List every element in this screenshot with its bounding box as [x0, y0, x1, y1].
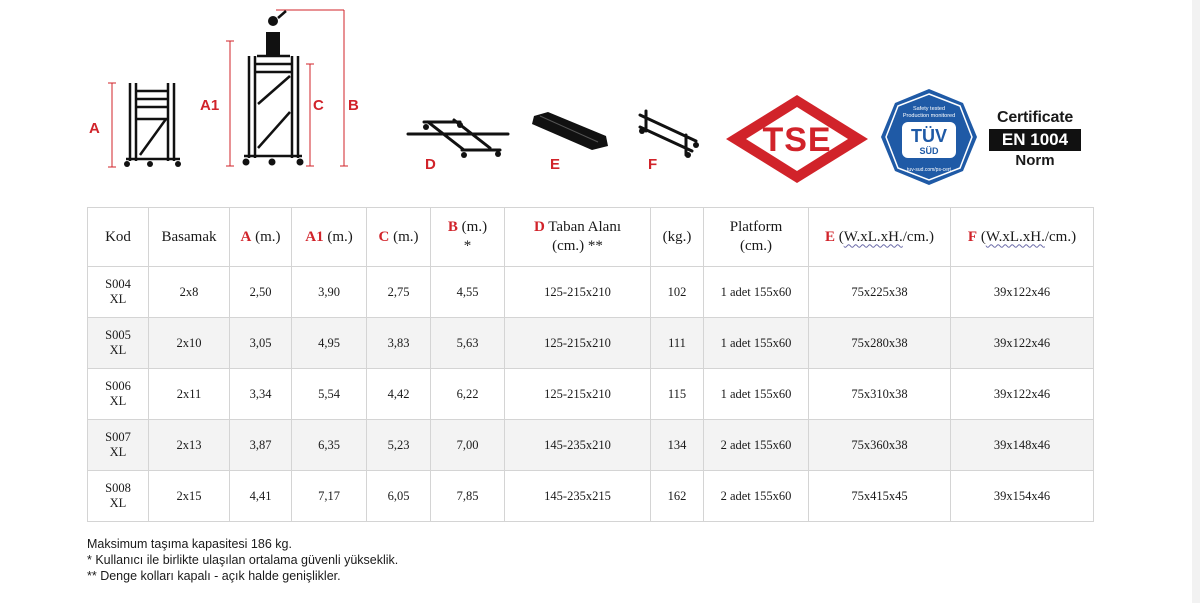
- cell-basamak: 2x10: [149, 318, 230, 369]
- cell-b: 5,63: [431, 318, 505, 369]
- scaffold-tall-diagram: [222, 8, 362, 173]
- cell-b: 7,00: [431, 420, 505, 471]
- dimension-a1-label: A1: [200, 97, 220, 114]
- cell-e: 75x225x38: [809, 267, 951, 318]
- cell-c: 2,75: [367, 267, 431, 318]
- cell-a: 4,41: [230, 471, 292, 522]
- cell-kod: S007 XL: [88, 420, 149, 471]
- cell-f: 39x154x46: [951, 471, 1094, 522]
- table-row: [88, 471, 1094, 522]
- cell-f: 39x122x46: [951, 369, 1094, 420]
- svg-text:Production monitored: Production monitored: [902, 113, 956, 119]
- cell-platform: 2 adet 155x60: [704, 471, 809, 522]
- tuv-sud-badge: [880, 88, 978, 186]
- cell-a: 3,87: [230, 420, 292, 471]
- cell-d: 145-235x210: [505, 420, 651, 471]
- cell-kod: S006 XL: [88, 369, 149, 420]
- tse-logo: [722, 92, 872, 186]
- figure-e-label: E: [550, 156, 561, 173]
- cell-d: 125-215x210: [505, 267, 651, 318]
- figure-f-label: F: [648, 156, 658, 173]
- cell-c: 5,23: [367, 420, 431, 471]
- dimension-c-label: C: [313, 97, 324, 114]
- svg-text:TÜV: TÜV: [911, 126, 947, 146]
- header-d: D Taban Alanı (cm.) **: [505, 208, 651, 267]
- cell-a1: 5,54: [292, 369, 367, 420]
- header-platform: Platform (cm.): [704, 208, 809, 267]
- note-width: ** Denge kolları kapalı - açık halde genişlikler.: [87, 569, 341, 583]
- cell-b: 6,22: [431, 369, 505, 420]
- header-f: F (W.xL.xH./cm.): [951, 208, 1094, 267]
- cell-a1: 4,95: [292, 318, 367, 369]
- cell-kod: S004 XL: [88, 267, 149, 318]
- cell-basamak: 2x13: [149, 420, 230, 471]
- cell-kg: 162: [651, 471, 704, 522]
- cell-b: 7,85: [431, 471, 505, 522]
- cell-e: 75x280x38: [809, 318, 951, 369]
- cell-kod: S008 XL: [88, 471, 149, 522]
- cell-f: 39x122x46: [951, 318, 1094, 369]
- cell-a1: 3,90: [292, 267, 367, 318]
- header-a: A (m.): [230, 208, 292, 267]
- cell-basamak: 2x15: [149, 471, 230, 522]
- table-header-row: [88, 208, 1094, 267]
- cell-d: 125-215x210: [505, 318, 651, 369]
- header-b: B (m.) *: [431, 208, 505, 267]
- cell-platform: 2 adet 155x60: [704, 420, 809, 471]
- cell-c: 3,83: [367, 318, 431, 369]
- cell-kg: 102: [651, 267, 704, 318]
- table-row: [88, 267, 1094, 318]
- header-kg: (kg.): [651, 208, 704, 267]
- table-row: [88, 420, 1094, 471]
- cell-kod: S005 XL: [88, 318, 149, 369]
- tse-logo-text: TSE: [762, 121, 832, 159]
- note-height: * Kullanıcı ile birlikte ulaşılan ortalama güvenli yükseklik.: [87, 553, 399, 567]
- header-c: C (m.): [367, 208, 431, 267]
- cell-f: 39x122x46: [951, 267, 1094, 318]
- cell-e: 75x310x38: [809, 369, 951, 420]
- header-a1: A1 (m.): [292, 208, 367, 267]
- svg-text:Safety tested: Safety tested: [912, 106, 946, 112]
- certificate-title: Certificate: [996, 109, 1074, 126]
- spec-table: [87, 207, 1094, 522]
- cell-d: 145-235x215: [505, 471, 651, 522]
- header-kod: Kod: [88, 208, 149, 267]
- cell-c: 4,42: [367, 369, 431, 420]
- table-row: [88, 369, 1094, 420]
- cell-kg: 115: [651, 369, 704, 420]
- cell-platform: 1 adet 155x60: [704, 369, 809, 420]
- cell-c: 6,05: [367, 471, 431, 522]
- cell-a: 2,50: [230, 267, 292, 318]
- cell-basamak: 2x8: [149, 267, 230, 318]
- dimension-a-label: A: [89, 120, 100, 137]
- svg-text:tuv-sud.com/ps-cert: tuv-sud.com/ps-cert: [907, 167, 951, 173]
- cell-kg: 111: [651, 318, 704, 369]
- cell-basamak: 2x11: [149, 369, 230, 420]
- base-frame-d-diagram: [404, 110, 514, 160]
- svg-text:SÜD: SÜD: [919, 146, 939, 156]
- cell-platform: 1 adet 155x60: [704, 267, 809, 318]
- dimension-b-label: B: [348, 97, 359, 114]
- note-capacity: Maksimum taşıma kapasitesi 186 kg.: [87, 537, 292, 551]
- table-row: [88, 318, 1094, 369]
- cell-e: 75x360x38: [809, 420, 951, 471]
- cell-f: 39x148x46: [951, 420, 1094, 471]
- cell-d: 125-215x210: [505, 369, 651, 420]
- platform-e-diagram: [528, 110, 612, 152]
- header-basamak: Basamak: [149, 208, 230, 267]
- cell-kg: 134: [651, 420, 704, 471]
- cell-a: 3,05: [230, 318, 292, 369]
- cell-a: 3,34: [230, 369, 292, 420]
- cell-a1: 6,35: [292, 420, 367, 471]
- certificate-norm: Norm: [1015, 152, 1055, 169]
- cell-e: 75x415x45: [809, 471, 951, 522]
- page-edge-strip: [1192, 0, 1200, 603]
- certificate-badge: [989, 109, 1081, 169]
- scaffold-small-diagram: [100, 75, 190, 175]
- cell-a1: 7,17: [292, 471, 367, 522]
- cell-platform: 1 adet 155x60: [704, 318, 809, 369]
- certificate-standard: EN 1004: [989, 129, 1081, 151]
- footnotes: [87, 536, 398, 584]
- header-e: E (W.xL.xH./cm.): [809, 208, 951, 267]
- figure-d-label: D: [425, 156, 436, 173]
- frame-f-diagram: [636, 105, 702, 160]
- cell-b: 4,55: [431, 267, 505, 318]
